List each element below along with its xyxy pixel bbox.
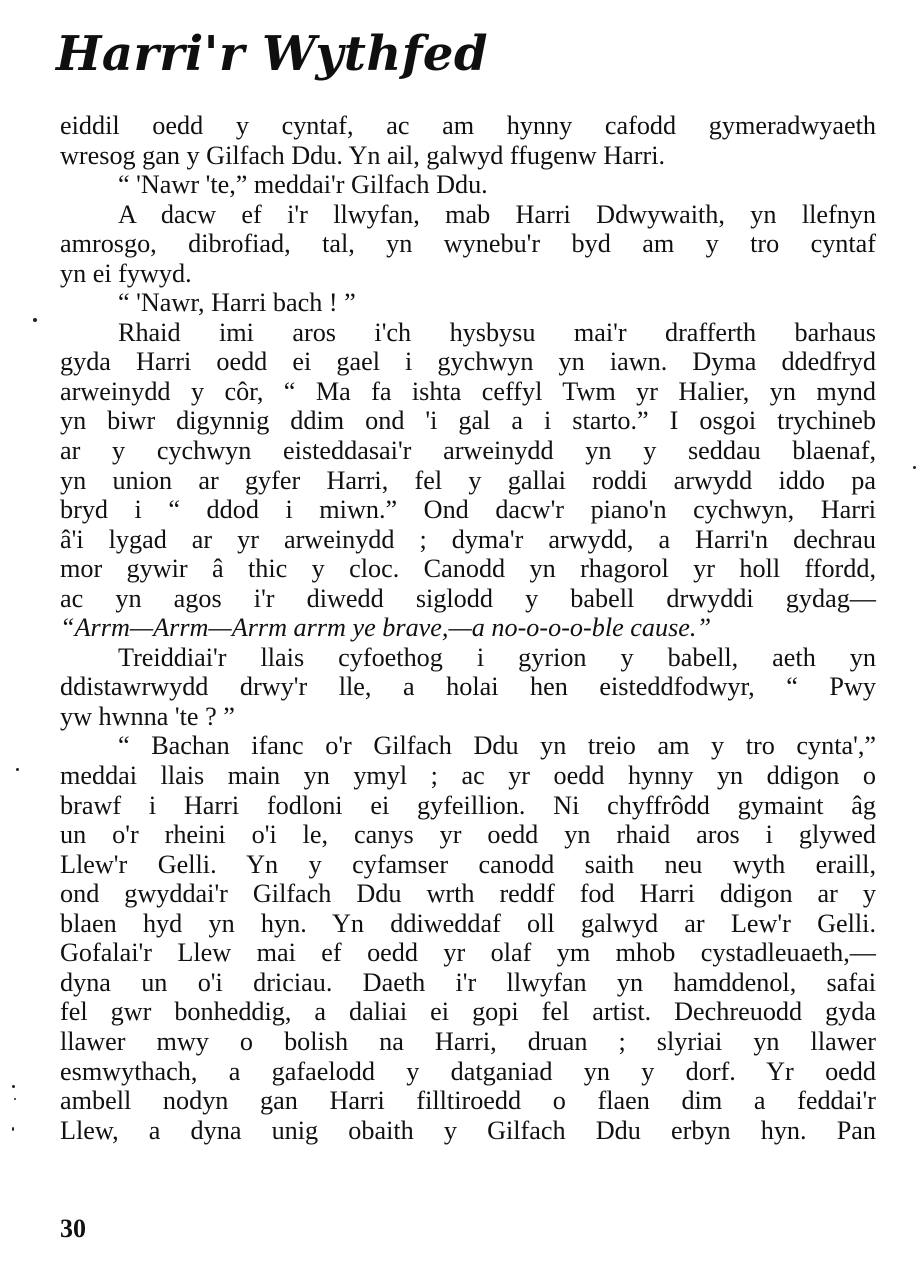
text-line: amrosgo, dibrofiad, tal, yn wynebu'r byd am y tro cyntaf: [60, 229, 876, 259]
text-line: llawer mwy o bolish na Harri, druan ; slyriai yn llawer: [60, 1026, 876, 1056]
text-line: gyda Harri oedd ei gael i gychwyn yn iawn. Dyma ddedfryd: [60, 347, 876, 377]
text-line: “ Bachan ifanc o'r Gilfach Ddu yn treio am y tro cynta',”: [118, 731, 876, 761]
running-title: Harri'r Wythfed: [56, 26, 489, 82]
text-line-italic: “Arrm—Arrm—Arrm arrm ye brave,—a no-o-o-o-ble cause.”: [60, 613, 712, 643]
text-line: ddistawrwydd drwy'r lle, a holai hen eisteddfodwyr, “ Pwy: [60, 672, 876, 702]
ink-speck: [14, 1098, 16, 1100]
text-line: arweinydd y côr, “ Ma fa ishta ceffyl Twm yr Halier, yn mynd: [60, 376, 876, 406]
text-line: ambell nodyn gan Harri filltiroedd o flaen dim a feddai'r: [60, 1086, 876, 1116]
text-line: “ 'Nawr, Harri bach ! ”: [118, 288, 356, 318]
text-line: Llew, a dyna unig obaith y Gilfach Ddu erbyn hyn. Pan: [60, 1115, 876, 1145]
text-line: dyna un o'i driciau. Daeth i'r llwyfan yn hamddenol, safai: [60, 967, 876, 997]
text-line: ar y cychwyn eisteddasai'r arweinydd yn y seddau blaenaf,: [60, 436, 876, 466]
text-line: fel gwr bonheddig, a daliai ei gopi fel artist. Dechreuodd gyda: [60, 997, 876, 1027]
text-line: ac yn agos i'r diwedd siglodd y babell drwyddi gydag—: [60, 583, 876, 613]
text-line: Treiddiai'r llais cyfoethog i gyrion y babell, aeth yn: [118, 642, 876, 672]
text-line: Gofalai'r Llew mai ef oedd yr olaf ym mhob cystadleuaeth,—: [60, 938, 876, 968]
text-line: mor gywir â thic y cloc. Canodd yn rhagorol yr holl ffordd,: [60, 554, 876, 584]
text-line: Llew'r Gelli. Yn y cyfamser canodd saith neu wyth eraill,: [60, 849, 876, 879]
text-line: eiddil oedd y cyntaf, ac am hynny cafodd gymeradwyaeth: [60, 111, 876, 140]
ink-speck: [913, 466, 916, 469]
text-line: Rhaid imi aros i'ch hysbysu mai'r drafferth barhaus: [118, 317, 876, 347]
ink-speck: [12, 1127, 14, 1131]
text-line: yn union ar gyfer Harri, fel y gallai roddi arwydd iddo pa: [60, 465, 876, 495]
text-line: esmwythach, a gafaelodd y datganiad yn y dorf. Yr oedd: [60, 1056, 876, 1086]
text-line: un o'r rheini o'i le, canys yr oedd yn rhaid aros i glywed: [60, 820, 876, 850]
text-line: meddai llais main yn ymyl ; ac yr oedd hynny yn ddigon o: [60, 761, 876, 791]
text-line: bryd i “ ddod i miwn.” Ond dacw'r piano'n cychwyn, Harri: [60, 495, 876, 525]
text-line: A dacw ef i'r llwyfan, mab Harri Ddwywaith, yn llefnyn: [118, 199, 876, 229]
text-line: wresog gan y Gilfach Ddu. Yn ail, galwyd ffugenw Harri.: [60, 140, 666, 170]
text-line: â'i lygad ar yr arweinydd ; dyma'r arwydd, a Harri'n dechrau: [60, 524, 876, 554]
ink-speck: [33, 318, 37, 322]
ink-speck: [16, 768, 19, 771]
text-line: yw hwnna 'te ? ”: [60, 701, 235, 731]
text-line: blaen hyd yn hyn. Yn ddiweddaf oll galwyd ar Lew'r Gelli.: [60, 908, 876, 938]
text-line: yn ei fywyd.: [60, 258, 192, 288]
text-line: ond gwyddai'r Gilfach Ddu wrth reddf fod Harri ddigon ar y: [60, 879, 876, 909]
text-line: yn biwr digynnig ddim ond 'i gal a i starto.” I osgoi trychineb: [60, 406, 876, 436]
text-line: brawf i Harri fodloni ei gyfeillion. Ni chyffrôdd gymaint âg: [60, 790, 876, 820]
text-line: “ 'Nawr 'te,” meddai'r Gilfach Ddu.: [118, 170, 488, 200]
page-number: 30: [60, 1214, 86, 1243]
ink-speck: [12, 1085, 15, 1088]
body-text: [60, 111, 876, 1145]
